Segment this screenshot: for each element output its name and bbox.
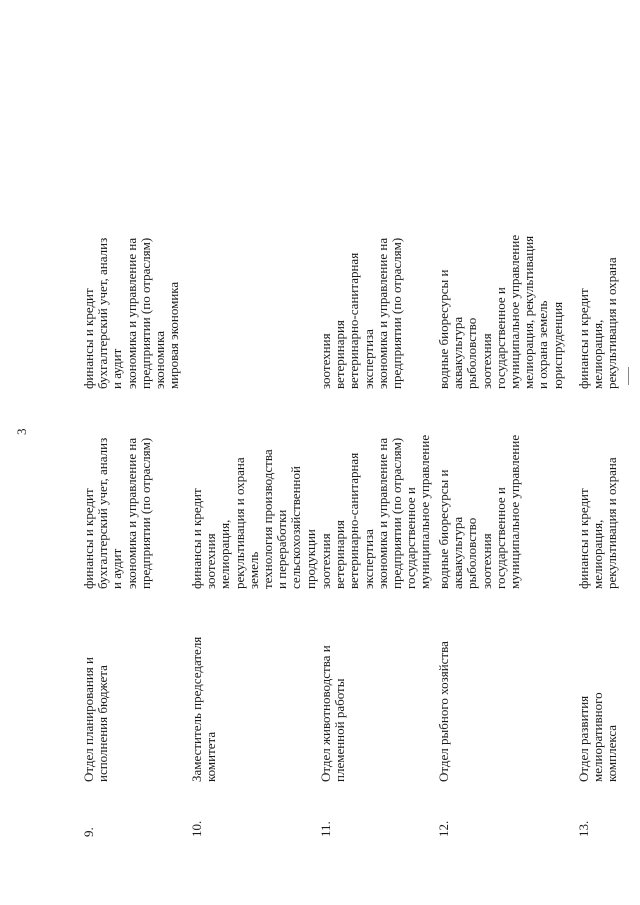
specialties-list-a: финансы и кредит мелиорация, рекультивация и охрана xyxy=(576,457,620,589)
edge-mark xyxy=(628,367,629,385)
specialties-list-b: финансы и кредит бухгалтерский учет, анализ и аудит экономика и управление на предприятии (по отраслям) экономика мировая экономика xyxy=(81,237,182,389)
specialties-list-b: водные биоресурсы и аквакультура рыболовство зоотехния государственное и муниципальное управление мелиорация, рекультивация и охрана земель юриспруденция xyxy=(436,234,565,389)
page-number: 3 xyxy=(14,428,29,435)
specialties-list-b: финансы и кредит мелиорация, рекультивация и охрана xyxy=(576,257,620,389)
row-number: 11. xyxy=(318,821,333,837)
row-number: 9. xyxy=(81,827,96,837)
department-name: Отдел рыбного хозяйства xyxy=(436,641,451,782)
department-name: Заместитель председателя комитета xyxy=(189,636,219,782)
row-number: 10. xyxy=(189,820,204,837)
specialties-list-a: финансы и кредит зоотехния мелиорация, рекультивация и охрана земель технология производства и переработки сельскохозяйственной продукции xyxy=(189,449,318,589)
specialties-list-a: зоотехния ветеринария ветеринарно-санитарная экспертиза экономика и управление на предприятии (по отраслям) государственное и муниципальное управление xyxy=(318,434,433,589)
row-number: 12. xyxy=(436,820,451,837)
specialties-list-a: финансы и кредит бухгалтерский учет, анализ и аудит экономика и управление на предприятии (по отраслям) xyxy=(81,437,153,589)
department-name: Отдел животноводства и племенной работы xyxy=(318,645,348,782)
specialties-list-a: водные биоресурсы и аквакультура рыболовство зоотехния государственное и муниципальное управление xyxy=(436,434,523,589)
department-name: Отдел развития мелиоративного комплекса xyxy=(576,692,620,782)
department-name: Отдел планирования и исполнения бюджета xyxy=(81,657,111,782)
row-number: 13. xyxy=(576,820,591,837)
specialties-list-b: зоотехния ветеринария ветеринарно-санитарная экспертиза экономика и управление на предприятии (по отраслям) xyxy=(318,237,405,389)
